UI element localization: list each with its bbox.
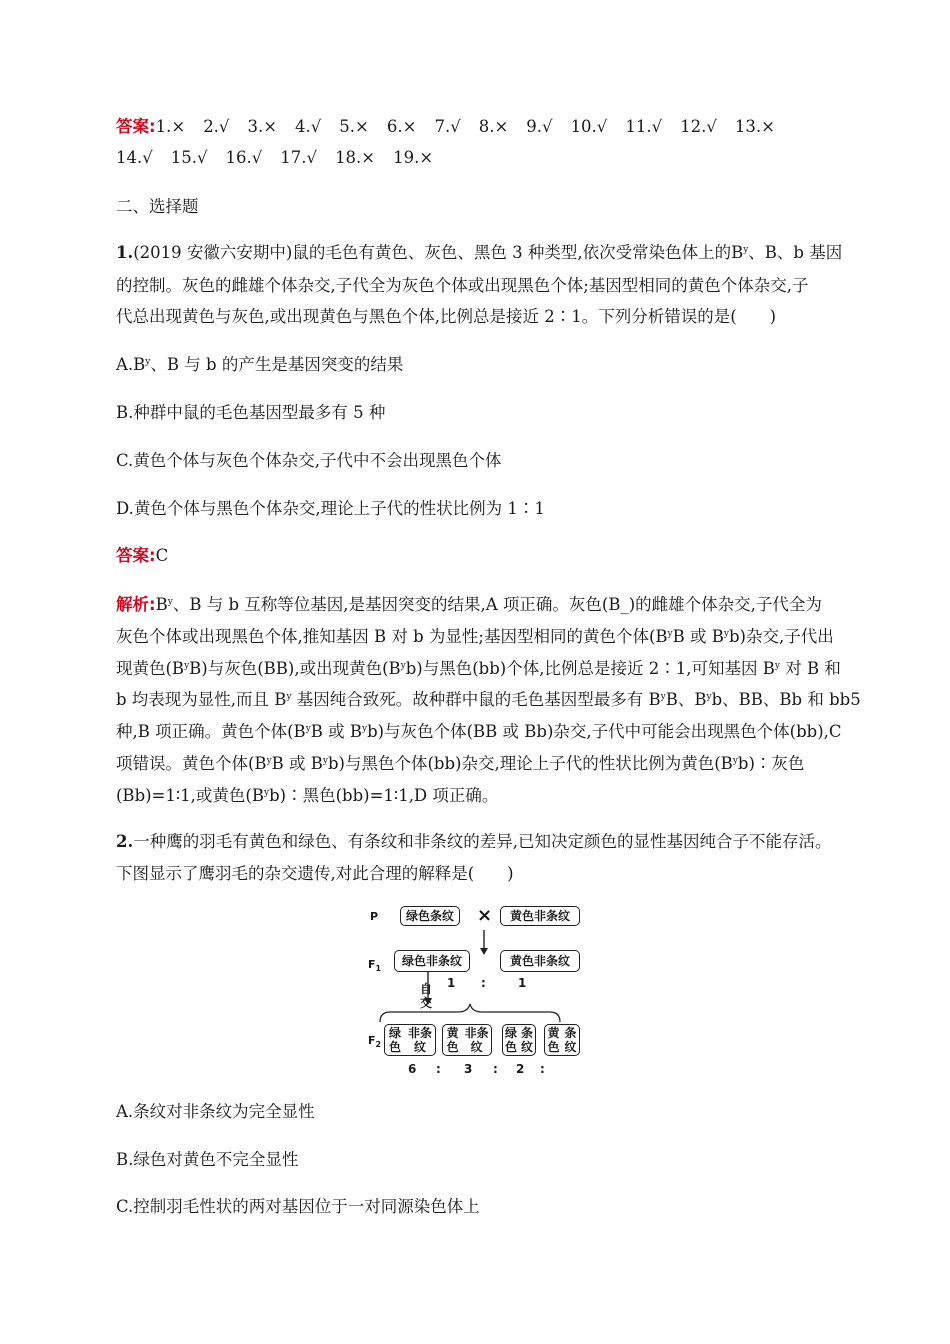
answer-key-item: 18.× — [335, 148, 376, 167]
q1-analysis-line-5: 种,B 项正确。黄色个体($B^yB$ 或 $B^yb$)与灰色个体(BB 或 Bb)杂交,子代中可能会出现黑色个体(bb),C — [116, 722, 842, 741]
q2-option-c: C.控制羽毛性状的两对基因位于一对同源染色体上 — [116, 1197, 480, 1216]
section-title: 二、选择题 — [116, 197, 199, 216]
q1-option-c: C.黄色个体与灰色个体杂交,子代中不会出现黑色个体 — [116, 451, 502, 470]
q1-analysis-line-6: 项错误。黄色个体($B^yB$ 或 $B^yb$)与黑色个体(bb)杂交,理论上子代的性状比例为黄色$(B^yb)∶$灰色 — [116, 754, 805, 773]
p-label: P — [370, 910, 379, 923]
q1-analysis-line-7: (Bb)=1∶1,或黄色$(B^yb)∶$黑色(bb)=1∶1,D 项正确。 — [116, 786, 499, 805]
q2-option-a: A.条纹对非条纹为完全显性 — [116, 1102, 315, 1121]
q2-option-b: B.绿色对黄色不完全显性 — [116, 1150, 299, 1169]
answer-key-item: 5.× — [339, 117, 369, 136]
answer-key-item: 7.√ — [434, 117, 461, 136]
answer-key-label: 答案: — [116, 117, 156, 136]
q1-number: 1. — [116, 243, 134, 262]
p1-box: 绿色条纹 — [400, 906, 460, 926]
f1b-box: 黄色非条纹 — [500, 950, 580, 972]
f2-label: $F_2$ — [368, 1034, 382, 1050]
q1-option-a: $A.B^y$、B 与 b 的产生是基因突变的结果 — [116, 355, 404, 374]
answer-key-item: 14.√ — [116, 148, 153, 167]
q1-stem-line-3: 代总出现黄色与灰色,或出现黄色与黑色个体,比例总是接近 2∶1。下列分析错误的是( ) — [116, 307, 777, 326]
q1-answer — [116, 546, 168, 566]
answer-key-item: 8.× — [478, 117, 509, 136]
answer-key-row-1 — [116, 117, 793, 137]
selfing-label-1: 自 — [420, 982, 433, 996]
q2-number: 2. — [116, 832, 134, 851]
q1-analysis-line-3: 现黄色$(B^yB)$与灰色(BB),或出现黄色$(B^yb)$与黑色(bb)个体,比例总是接近 2∶1,可知基因 $B^y$ 对 B 和 — [116, 659, 841, 678]
q1-option-b: B.种群中鼠的毛色基因型最多有 5 种 — [116, 403, 386, 422]
q1-answer-label: 答案: — [116, 546, 156, 565]
answer-key-item: 9.√ — [526, 117, 553, 136]
answer-key-item: 12.√ — [680, 117, 717, 136]
q1-analysis-line-4: b 均表现为显性,而且 $B^y$ 基因纯合致死。故种群中鼠的毛色基因型最多有 $B^yB$、$B^yb$、BB、Bb 和 bb5 — [116, 690, 861, 709]
answer-key-item: 2.√ — [203, 117, 230, 136]
answer-key-item: 19.× — [393, 148, 434, 167]
answer-key-item: 15.√ — [170, 148, 208, 167]
q1-analysis-line-1: 解析$:B^y$、B 与 b 互称等位基因,是基因突变的结果,A 项正确。灰色(B_)的雌雄个体杂交,子代全为 — [116, 595, 822, 614]
answer-key-item: 16.√ — [225, 148, 263, 167]
cross-diagram: P 绿色条纹 × 黄色非条纹 $F_1$ 绿色非条纹 黄色非条纹 1 : 1 自 交 $F_2$ 绿色 非条纹 黄色 非条纹 绿色 条纹 黄色 条纹 6 : 3 : 2 : — [360, 900, 600, 1080]
q1-stem-line-1: 1.(2019 安徽六安期中)鼠的毛色有黄色、灰色、黑色 3 种类型,依次受常染色体上的$B^y$、B、b 基因 — [116, 243, 843, 262]
answer-key-item: 6.× — [386, 117, 417, 136]
q2-stem-line-1: 2.一种鹰的羽毛有黄色和绿色、有条纹和非条纹的差异,已知决定颜色的显性基因纯合子不能存活。 — [116, 832, 832, 851]
q2-stem-line-2: 下图显示了鹰羽毛的杂交遗传,对此合理的解释是( ) — [116, 864, 514, 883]
f1a-box: 绿色非条纹 — [394, 950, 470, 972]
q1-answer-value: C — [155, 546, 169, 565]
f2-green-nonstriped: 绿色 非条纹 — [384, 1024, 436, 1056]
cross-symbol: × — [477, 905, 493, 926]
q1-option-d: D.黄色个体与黑色个体杂交,理论上子代的性状比例为 1∶1 — [116, 499, 545, 518]
f1-label: $F_1$ — [368, 958, 382, 974]
answer-key-item: 13.× — [734, 117, 775, 136]
answer-key-item: 4.√ — [295, 117, 322, 136]
f2-green-striped: 绿色 条纹 — [502, 1024, 536, 1056]
f2-yellow-striped: 黄色 条纹 — [544, 1024, 580, 1056]
answer-key-item: 3.× — [247, 117, 278, 136]
answer-key-item: 1.× — [155, 117, 186, 136]
answer-key-item: 10.√ — [570, 117, 608, 136]
answer-key-item: 11.√ — [625, 117, 663, 136]
answer-key-items-2 — [116, 148, 451, 167]
f2-yellow-nonstriped: 黄色 非条纹 — [442, 1024, 492, 1056]
answer-key-item: 17.√ — [280, 148, 318, 167]
q1-analysis-label: 解析: — [116, 595, 156, 614]
q1-analysis-line-2: 灰色个体或出现黑色个体,推知基因 B 对 b 为显性;基因型相同的黄色个体($B^yB$ 或 $B^yb$)杂交,子代出 — [116, 627, 834, 646]
selfing-label-2: 交 — [420, 996, 433, 1010]
q1-stem-line-2: 的控制。灰色的雌雄个体杂交,子代全为灰色个体或出现黑色个体;基因型相同的黄色个体杂交,子 — [116, 276, 809, 295]
p2-box: 黄色非条纹 — [500, 906, 580, 926]
answer-key-items-1 — [156, 117, 793, 136]
answer-key-row-2 — [116, 148, 451, 168]
